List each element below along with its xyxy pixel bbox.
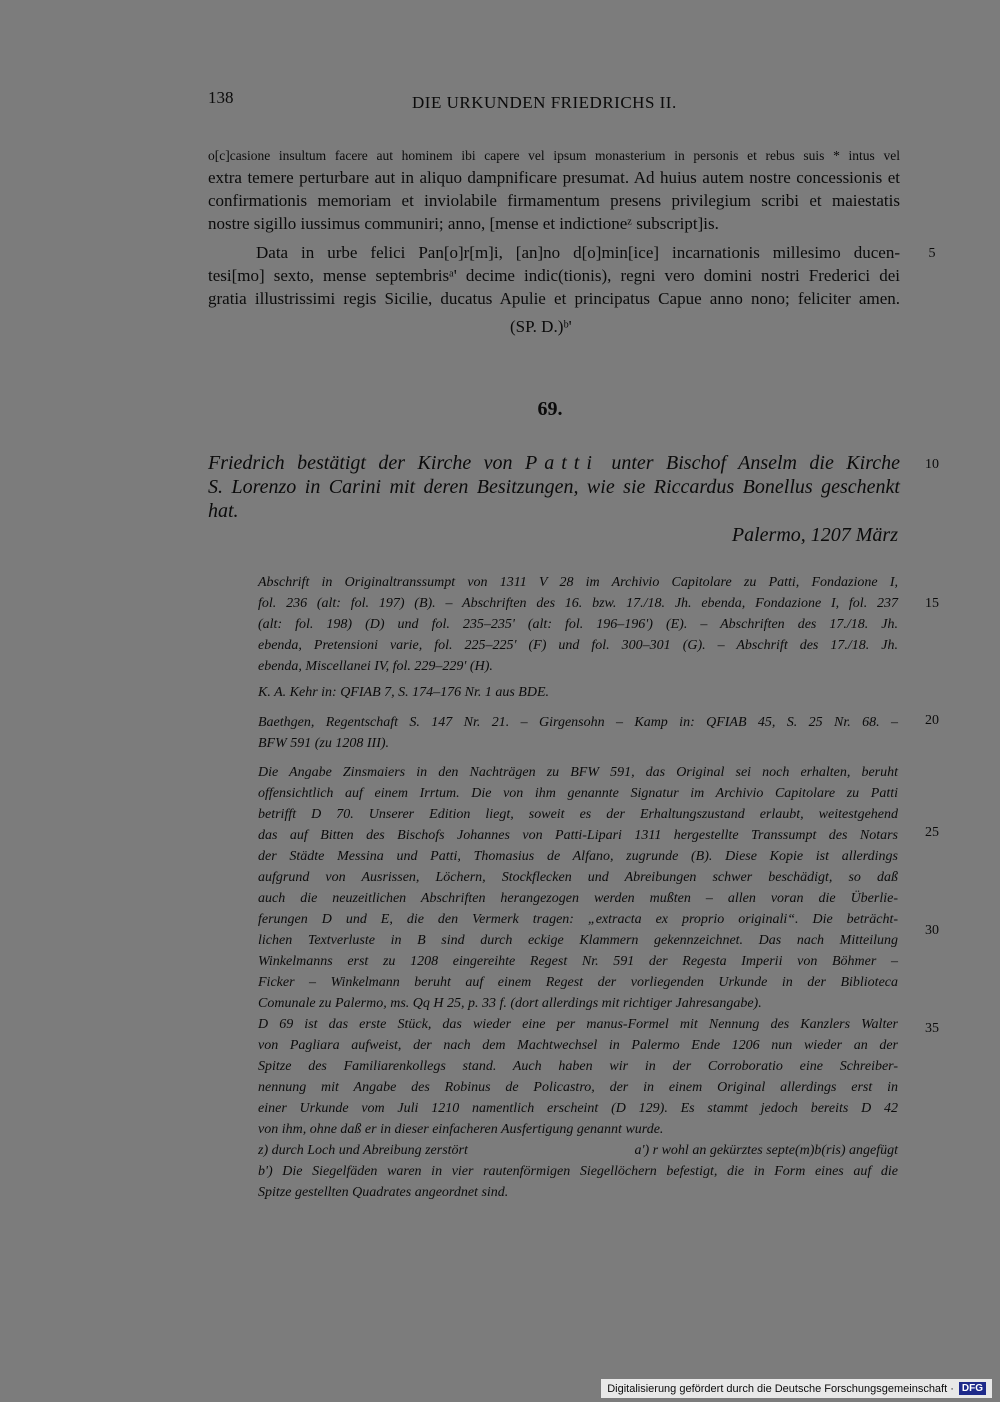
- text-line: Data in urbe felici Pan[o]r[m]i, [an]no d[o]min[ice] incarnationis millesimo ducen-: [256, 243, 900, 262]
- note-b-cont: Spitze gestellten Quadrates angeordnet sind.: [258, 1185, 509, 1200]
- note-line: aufgrund von Ausrissen, Löchern, Stockflecken und Abreibungen schwer beschädigt, so daß: [258, 870, 898, 885]
- document-number: 69.: [537, 398, 563, 420]
- page-number: 138: [208, 88, 234, 107]
- note-line: von ihm, ohne daß er in dieser einfacheren Ausfertigung genannt wurde.: [258, 1122, 664, 1137]
- text-line: extra temere perturbare aut in aliquo dampnificare presumat. Ad huius autem nostre concessionis et: [208, 168, 900, 187]
- note-line: Die Angabe Zinsmaiers in den Nachträgen zu BFW 591, das Original sei noch erhalten, beruht: [258, 765, 898, 780]
- regest-line: Friedrich bestätigt der Kirche von Patti unter Bischof Anselm die Kirche: [208, 452, 901, 474]
- place-date: Palermo, 1207 März: [731, 524, 898, 546]
- critical-notes: [258, 1140, 898, 1203]
- note-line: betrifft D 70. Unserer Edition liegt, soweit es der Erhaltungszustand erlaubt, weitestgehend: [258, 807, 898, 822]
- note-line: offensichtlich auf einem Irrtum. Die von ihm genannte Signatur im Archivio Capitolare zu Patti: [258, 786, 898, 801]
- note-line: nennung mit Angabe des Robinus de Policastro, der in einem Original allerdings erst in: [258, 1080, 898, 1095]
- running-title: DIE URKUNDEN FRIEDRICHS II.: [412, 93, 677, 112]
- funding-footer: [601, 1379, 992, 1398]
- regest-place-name: Patti: [525, 452, 599, 474]
- note-line: von Pagliara aufweist, der nach dem Machtwechsel in Palermo Ende 1206 nun wieder an der: [258, 1038, 898, 1053]
- note-z: z) durch Loch und Abreibung zerstört: [258, 1143, 468, 1158]
- note-line: K. A. Kehr in: QFIAB 7, S. 174–176 Nr. 1 aus BDE.: [258, 685, 550, 700]
- note-a: a') r wohl an gekürztes septe(m)b(ris) angefügt: [634, 1143, 898, 1158]
- note-line: ferungen D und E, die den Vermerk tragen: „extracta ex proprio originali“. Die beträcht-: [258, 912, 898, 927]
- transmission-note: [258, 572, 898, 677]
- signum: (SP. D.)ᵇ': [510, 317, 572, 336]
- note-line: ebenda, Pretensioni varie, fol. 225–225' (F) und fol. 300–301 (G). – Abschrift des 17./18. Jh.: [258, 638, 898, 653]
- text-line: confirmationis memoriam et inviolabile firmamentum presens privilegium scribi et maiestatis: [208, 191, 900, 210]
- edition-note: [258, 682, 898, 703]
- line-number: 25: [925, 825, 939, 840]
- commentary: [258, 762, 898, 1140]
- line-number: 5: [928, 246, 936, 261]
- text-line: nostre sigillo iussimus communiri; anno, [mense et indictioneᶻ subscript]is.: [208, 214, 719, 233]
- text-line: o[c]casione insultum facere aut hominem ibi capere vel ipsum monasterium in personis et rebus suis * intus vel: [208, 148, 900, 163]
- regest: [208, 451, 900, 523]
- note-line: BFW 591 (zu 1208 III).: [258, 736, 390, 751]
- note-line: D 69 ist das erste Stück, das wieder eine per manus-Formel mit Nennung des Kanzlers Walter: [258, 1017, 898, 1032]
- note-line: Ficker – Winkelmann beruht auf einem Regest der vorliegenden Urkunde in der Biblioteca: [258, 975, 898, 990]
- line-number: 10: [925, 457, 939, 472]
- dfg-logo: DFG: [959, 1382, 986, 1395]
- regesta-note: [258, 712, 898, 754]
- line-number: 30: [925, 923, 939, 938]
- preceding-paragraph-2: [208, 241, 900, 310]
- regest-line: hat.: [208, 500, 239, 522]
- note-line: Baethgen, Regentschaft S. 147 Nr. 21. – Girgensohn – Kamp in: QFIAB 45, S. 25 Nr. 68. –: [258, 715, 898, 730]
- note-line: [258, 1140, 898, 1161]
- footer-text: Digitalisierung gefördert durch die Deutsche Forschungsgemeinschaft ·: [607, 1382, 954, 1395]
- note-line: das auf Bitten des Bischofs Johannes von Patti-Lipari 1311 hergestellte Transsumpt des Notars: [258, 828, 898, 843]
- preceding-paragraph-1: [208, 145, 900, 235]
- line-number: 15: [925, 596, 939, 611]
- note-line: Winkelmanns erst zu 1208 eingereihte Regest Nr. 591 der Regesta Imperii von Böhmer –: [258, 954, 898, 969]
- note-line: fol. 236 (alt: fol. 197) (B). – Abschriften des 16. bzw. 17./18. Jh. ebenda, Fondazione I, fol. 237: [258, 596, 898, 611]
- note-line: Abschrift in Originaltranssumpt von 1311 V 28 im Archivio Capitolare zu Patti, Fondazione I,: [258, 575, 898, 590]
- line-number: 35: [925, 1021, 939, 1036]
- note-line: auch die neuzeitlichen Abschriften herangezogen werden mußten – allen voran die Überlie-: [258, 891, 898, 906]
- note-line: einer Urkunde vom Juli 1210 namentlich erscheint (D 129). Es stammt jedoch bereits D 42: [258, 1101, 898, 1116]
- note-b: b') Die Siegelfäden waren in vier rautenförmigen Siegellöchern befestigt, die in Form eines auf die: [258, 1164, 898, 1179]
- line-number: 20: [925, 713, 939, 728]
- text-line: gratia illustrissimi regis Sicilie, ducatus Apulie et principatus Capue anno nono; feliciter amen.: [208, 289, 900, 308]
- note-line: der Städte Messina und Patti, Thomasius de Alfano, zugrunde (B). Diese Kopie ist allerdings: [258, 849, 898, 864]
- text-line: tesi[mo] sexto, mense septembrisᵃ' decime indic(tionis), regni vero domini nostri Frederici dei: [208, 266, 900, 285]
- note-line: ebenda, Miscellanei IV, fol. 229–229' (H).: [258, 659, 493, 674]
- note-line: lichen Textverluste in B sind durch eckige Klammern gekennzeichnet. Das nach Mitteilung: [258, 933, 898, 948]
- note-line: (alt: fol. 198) (D) und fol. 235–235' (alt: fol. 196–196') (E). – Abschriften des 17./18. Jh.: [258, 617, 898, 632]
- regest-line: S. Lorenzo in Carini mit deren Besitzungen, wie sie Riccardus Bonellus geschenkt: [208, 476, 900, 498]
- note-line: Comunale zu Palermo, ms. Qq H 25, p. 33 f. (dort allerdings mit richtiger Jahresangabe).: [258, 996, 762, 1011]
- note-line: Spitze des Familiarenkollegs stand. Auch haben wir in der Corroboratio eine Schreiber-: [258, 1059, 898, 1074]
